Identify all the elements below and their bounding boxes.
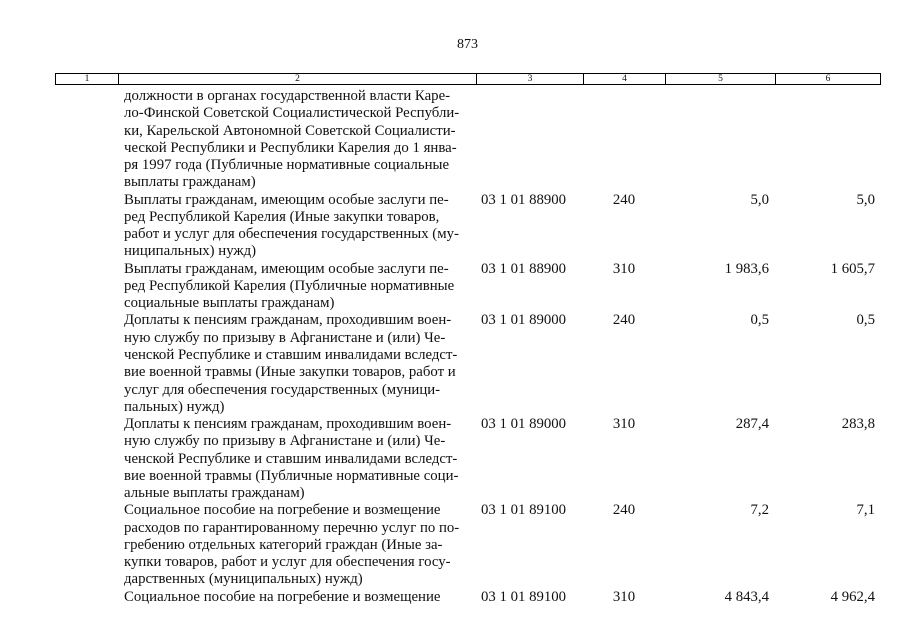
description-line: гребению отдельных категорий граждан (Иные за-: [124, 536, 443, 553]
row-cell-type: 240: [612, 191, 636, 208]
header-cell-col-4: 4: [584, 74, 666, 84]
table-row: [55, 88, 880, 192]
description-line: вие военной травмы (Иные закупки товаров, работ и: [124, 364, 456, 381]
row-cell-col-1: [55, 502, 118, 519]
description-line: Социальное пособие на погребение и возмещение: [124, 502, 441, 519]
description-line: социальные выплаты гражданам): [124, 295, 335, 312]
description-line: Выплаты гражданам, имеющим особые заслуги пе-: [124, 191, 449, 208]
description-line: услуг для обеспечения государственных (муници-: [124, 381, 441, 398]
row-cell-code: 03 1 01 89000: [481, 312, 567, 329]
description-line: вие военной травмы (Публичные нормативные соци-: [124, 467, 459, 484]
row-cell-code: 03 1 01 89000: [481, 416, 567, 433]
description-line: выплаты гражданам): [124, 174, 256, 191]
table-row: [55, 192, 880, 261]
table-row: [55, 502, 880, 588]
description-line: ную службу по призыву в Афганистане и (или) Че-: [124, 329, 446, 346]
description-line: ческой Республики и Республики Карелия до 1 янва-: [124, 139, 457, 156]
row-cell-type: 310: [612, 260, 636, 277]
row-cell-type: [583, 88, 665, 105]
description-line: ченской Республике и ставшим инвалидами вследст-: [124, 450, 458, 467]
row-cell-col-1: [55, 589, 118, 606]
description-line: Доплаты к пенсиям гражданам, проходившим воен-: [124, 416, 452, 433]
description-line: ред Республикой Карелия (Публичные нормативные: [124, 277, 455, 294]
row-cell-col-1: [55, 261, 118, 278]
row-cell-amount-col-6: 7,1: [856, 502, 875, 519]
row-cell-description: [118, 416, 476, 502]
description-line: ниципальных) нужд): [124, 243, 257, 260]
description-line: должности в органах государственной власти Каре-: [124, 88, 451, 104]
row-cell-description: [118, 261, 476, 313]
header-cell-col-6: 6: [825, 74, 831, 84]
table-row: [55, 416, 880, 502]
row-cell-description: [118, 88, 476, 192]
row-cell-code: 03 1 01 89100: [481, 588, 567, 605]
table-header-row: [55, 73, 881, 85]
row-cell-type: 240: [612, 312, 636, 329]
row-cell-description: [118, 312, 476, 416]
description-line: ченской Республике и ставшим инвалидами вследст-: [124, 346, 458, 363]
description-line: ло-Финской Советской Социалистической Республи-: [124, 105, 460, 122]
description-line: работ и услуг для обеспечения государственных (му-: [124, 226, 459, 243]
table-body: [55, 88, 880, 606]
row-cell-type: 240: [612, 502, 636, 519]
header-cell-col-3: 3: [477, 74, 584, 84]
row-cell-type: 310: [612, 416, 636, 433]
description-line: Выплаты гражданам, имеющим особые заслуги пе-: [124, 260, 449, 277]
row-cell-code: 03 1 01 89100: [481, 502, 567, 519]
row-cell-col-1: [55, 192, 118, 209]
row-cell-type: 310: [612, 588, 636, 605]
table-row: [55, 261, 880, 313]
row-cell-amount-col-5: 0,5: [750, 312, 769, 329]
table-row: [55, 589, 880, 606]
row-cell-code: [476, 88, 583, 105]
description-line: ки, Карельской Автономной Советской Социалисти-: [124, 122, 456, 139]
description-line: ред Республикой Карелия (Иные закупки товаров,: [124, 208, 440, 225]
row-cell-amount-col-5: 5,0: [750, 191, 769, 208]
description-line: альные выплаты гражданам): [124, 485, 305, 502]
row-cell-col-1: [55, 88, 118, 105]
description-line: пальных) нужд): [124, 398, 225, 415]
row-cell-code: 03 1 01 88900: [481, 260, 567, 277]
description-line: Доплаты к пенсиям гражданам, проходившим воен-: [124, 312, 452, 329]
row-cell-amount-col-6: 4 962,4: [830, 588, 875, 605]
header-cell-col-1: 1: [56, 74, 119, 84]
row-cell-amount-col-5: 287,4: [735, 416, 769, 433]
row-cell-code: 03 1 01 88900: [481, 191, 567, 208]
row-cell-description: [118, 589, 476, 606]
description-line: ную службу по призыву в Афганистане и (или) Че-: [124, 433, 446, 450]
table-row: [55, 312, 880, 416]
row-cell-amount-col-6: 283,8: [841, 416, 875, 433]
description-line: дарственных (муниципальных) нужд): [124, 571, 363, 588]
description-line: расходов по гарантированному перечню услуг по по-: [124, 519, 460, 536]
row-cell-amount-col-5: 1 983,6: [724, 260, 769, 277]
row-cell-amount-col-6: 1 605,7: [830, 260, 875, 277]
row-cell-description: [118, 502, 476, 588]
row-cell-amount-col-5: 4 843,4: [724, 588, 769, 605]
row-cell-amount-col-5: [665, 88, 775, 105]
description-line: купки товаров, работ и услуг для обеспечения госу-: [124, 554, 451, 571]
row-cell-col-1: [55, 312, 118, 329]
description-line: ря 1997 года (Публичные нормативные социальные: [124, 157, 450, 174]
description-line: Социальное пособие на погребение и возмещение: [124, 588, 441, 605]
header-cell-col-2: 2: [119, 74, 477, 84]
header-cell-col-5: 5: [666, 74, 776, 84]
row-cell-amount-col-5: 7,2: [750, 502, 769, 519]
row-cell-amount-col-6: [775, 88, 880, 105]
page-number: 873: [457, 37, 478, 52]
row-cell-amount-col-6: 0,5: [856, 312, 875, 329]
row-cell-col-1: [55, 416, 118, 433]
row-cell-description: [118, 192, 476, 261]
row-cell-amount-col-6: 5,0: [856, 191, 875, 208]
